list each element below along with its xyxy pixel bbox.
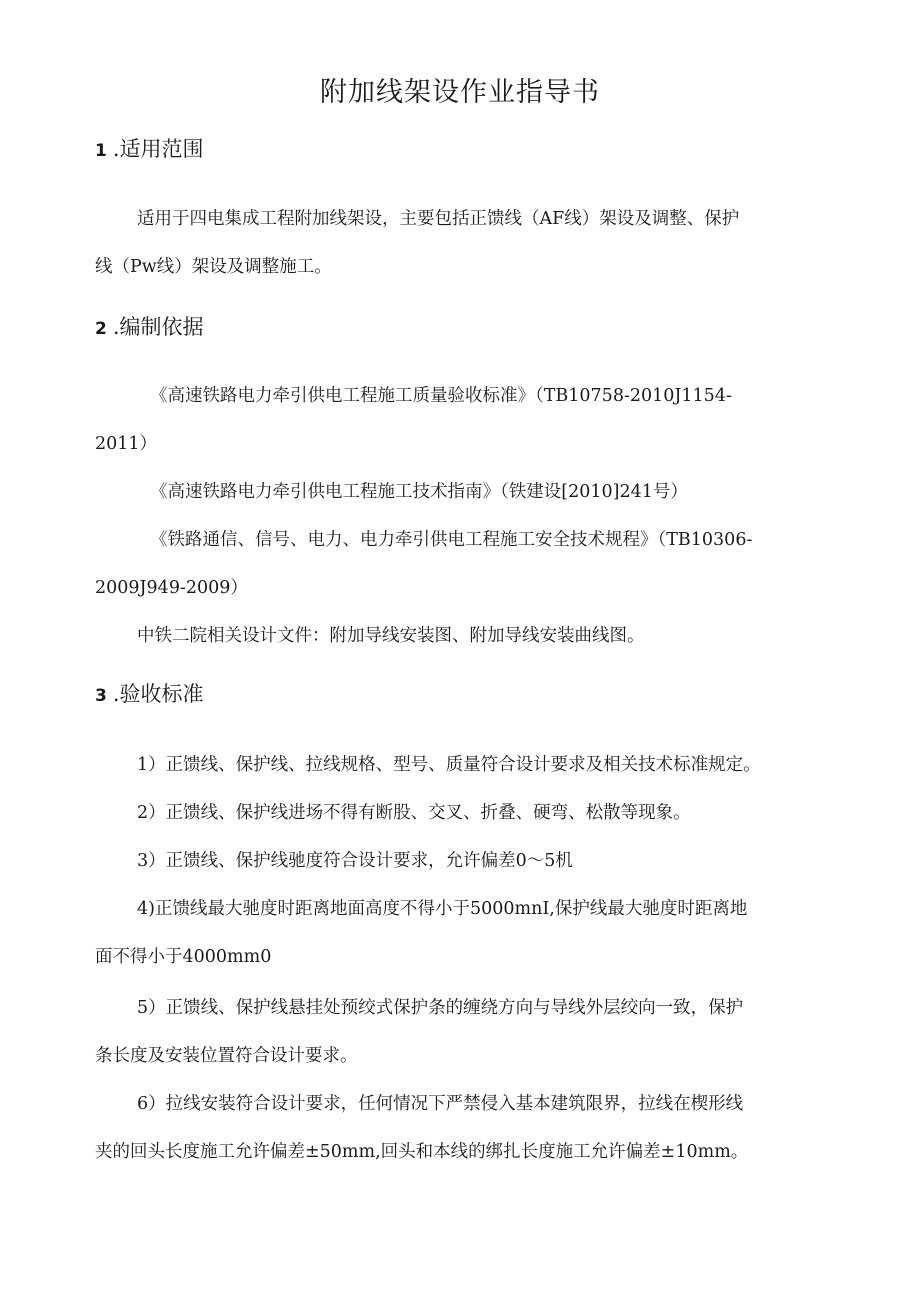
- criterion-line: 1）正馈线、保护线、拉线规格、型号、质量符合设计要求及相关技术标准规定。: [137, 755, 761, 775]
- reference-line: 《铁路通信、信号、电力、电力牵引供电工程施工安全技术规程》（TB10306-: [150, 530, 753, 550]
- section-number: 2: [95, 319, 107, 339]
- paragraph-line: 适用于四电集成工程附加线架设，主要包括正馈线（AF线）架设及调整、保护: [137, 209, 740, 229]
- reference-line: 《高速铁路电力牵引供电工程施工技术指南》（铁建设[2010]241号）: [150, 482, 688, 502]
- criterion-line: 2）正馈线、保护线进场不得有断股、交叉、折叠、硬弯、松散等现象。: [137, 803, 691, 823]
- section-label: .验收标准: [112, 682, 204, 706]
- section-number: 3: [95, 686, 107, 706]
- paragraph-line: 线（Pw线）架设及调整施工。: [95, 257, 332, 277]
- criterion-line: 5）正馈线、保护线悬挂处预绞式保护条的缠绕方向与导线外层绞向一致，保护: [137, 998, 744, 1018]
- section-heading-basis: [95, 311, 204, 341]
- section-label: .编制依据: [112, 315, 204, 339]
- criterion-line: 面不得小于4000mm0: [95, 947, 272, 967]
- section-heading-acceptance: [95, 678, 204, 708]
- criterion-line: 3）正馈线、保护线驰度符合设计要求，允许偏差0～5机: [137, 851, 573, 871]
- section-number: 1: [95, 141, 107, 161]
- criterion-line: 夹的回头长度施工允许偏差±50mm,回头和本线的绑扎长度施工允许偏差±10mm。: [95, 1142, 749, 1162]
- criterion-line: 6）拉线安装符合设计要求，任何情况下严禁侵入基本建筑限界，拉线在楔形线: [137, 1094, 744, 1114]
- section-heading-scope: [95, 133, 204, 163]
- reference-line: 2011）: [95, 434, 158, 454]
- reference-line: 中铁二院相关设计文件：附加导线安装图、附加导线安装曲线图。: [137, 626, 645, 646]
- criterion-line: 条长度及安装位置符合设计要求。: [95, 1046, 358, 1066]
- document-title: 附加线架设作业指导书: [320, 77, 600, 108]
- criterion-line: 4)正馈线最大驰度时距离地面高度不得小于5000mnI,保护线最大驰度时距离地: [137, 899, 748, 919]
- reference-line: 2009J949-2009）: [95, 578, 248, 598]
- reference-line: 《高速铁路电力牵引供电工程施工质量验收标准》（TB10758-2010J1154-: [150, 386, 732, 406]
- section-label: .适用范围: [112, 137, 204, 161]
